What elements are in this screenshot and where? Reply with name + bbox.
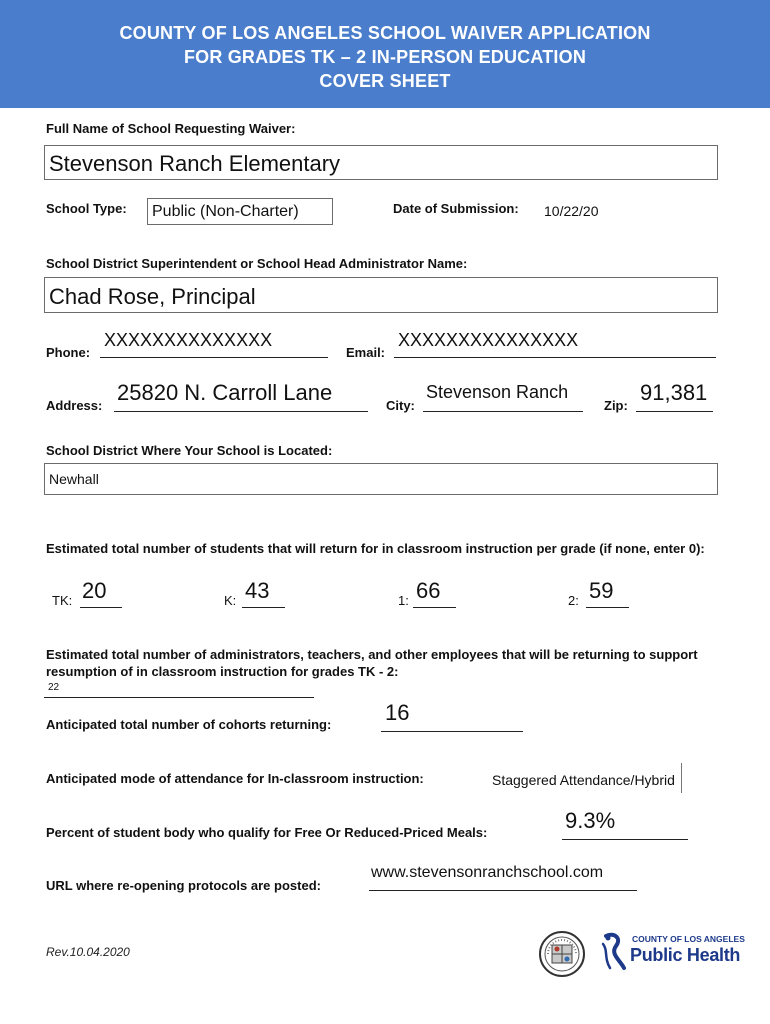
phone-field[interactable]: XXXXXXXXXXXXXX	[100, 330, 328, 358]
administrator-field[interactable]: Chad Rose, Principal	[44, 277, 718, 313]
submission-date-field[interactable]: 10/22/20	[544, 203, 599, 219]
county-seal-icon	[538, 930, 586, 978]
email-label: Email:	[346, 345, 386, 360]
public-health-emblem-icon	[600, 932, 628, 972]
school-type-field[interactable]: Public (Non-Charter)	[147, 198, 333, 225]
k-label: K:	[224, 593, 237, 608]
submission-date-label: Date of Submission:	[393, 201, 519, 216]
form-header	[0, 0, 770, 108]
district-label: School District Where Your School is Located:	[46, 443, 333, 458]
tk-count-field[interactable]: 20	[80, 578, 122, 608]
tk-label: TK:	[52, 593, 73, 608]
k-count-field[interactable]: 43	[242, 578, 285, 608]
cohorts-field[interactable]: 16	[381, 700, 523, 732]
school-name-label: Full Name of School Requesting Waiver:	[46, 121, 296, 136]
frpm-field[interactable]: 9.3%	[562, 808, 688, 840]
grade2-label: 2:	[568, 593, 579, 608]
address-label: Address:	[46, 398, 103, 413]
grade1-label: 1:	[398, 593, 409, 608]
cohorts-label: Anticipated total number of cohorts returning:	[46, 717, 332, 732]
frpm-label: Percent of student body who qualify for Free Or Reduced-Priced Meals:	[46, 825, 488, 840]
students-label: Estimated total number of students that will return for in classroom instruction per grade (if none, enter 0):	[46, 541, 705, 556]
city-field[interactable]: Stevenson Ranch	[423, 382, 583, 412]
public-health-county-text: COUNTY OF LOS ANGELES	[632, 934, 745, 944]
url-field[interactable]: www.stevensonranchschool.com	[369, 864, 637, 891]
staff-count-field[interactable]: 22	[44, 682, 314, 698]
attendance-label: Anticipated mode of attendance for In-classroom instruction:	[46, 771, 424, 786]
public-health-logo	[600, 930, 745, 974]
url-label: URL where re-opening protocols are posted:	[46, 878, 321, 893]
address-field[interactable]: 25820 N. Carroll Lane	[114, 380, 368, 412]
grade2-count-field[interactable]: 59	[586, 578, 629, 608]
grade1-count-field[interactable]: 66	[413, 578, 456, 608]
zip-label: Zip:	[604, 398, 628, 413]
header-title-line1: COUNTY OF LOS ANGELES SCHOOL WAIVER APPLICATION	[119, 23, 651, 43]
school-name-field[interactable]: Stevenson Ranch Elementary	[44, 145, 718, 180]
staff-label: Estimated total number of administrators, teachers, and other employees that will be returning to support resumption of in classroom instruction for grades TK - 2:	[46, 647, 698, 679]
public-health-title-text: Public Health	[630, 945, 741, 965]
zip-field[interactable]: 91,381	[636, 380, 713, 412]
revision-label: Rev.10.04.2020	[46, 945, 130, 959]
city-label: City:	[386, 398, 415, 413]
phone-label: Phone:	[46, 345, 91, 360]
email-field[interactable]: XXXXXXXXXXXXXXX	[394, 330, 716, 358]
header-title-line3: COVER SHEET	[319, 71, 451, 91]
attendance-field[interactable]: Staggered Attendance/Hybrid	[492, 763, 682, 793]
administrator-label: School District Superintendent or School Head Administrator Name:	[46, 256, 468, 271]
district-field[interactable]: Newhall	[44, 463, 718, 495]
school-type-label: School Type:	[46, 201, 127, 216]
header-title-line2: FOR GRADES TK – 2 IN-PERSON EDUCATION	[183, 47, 587, 67]
